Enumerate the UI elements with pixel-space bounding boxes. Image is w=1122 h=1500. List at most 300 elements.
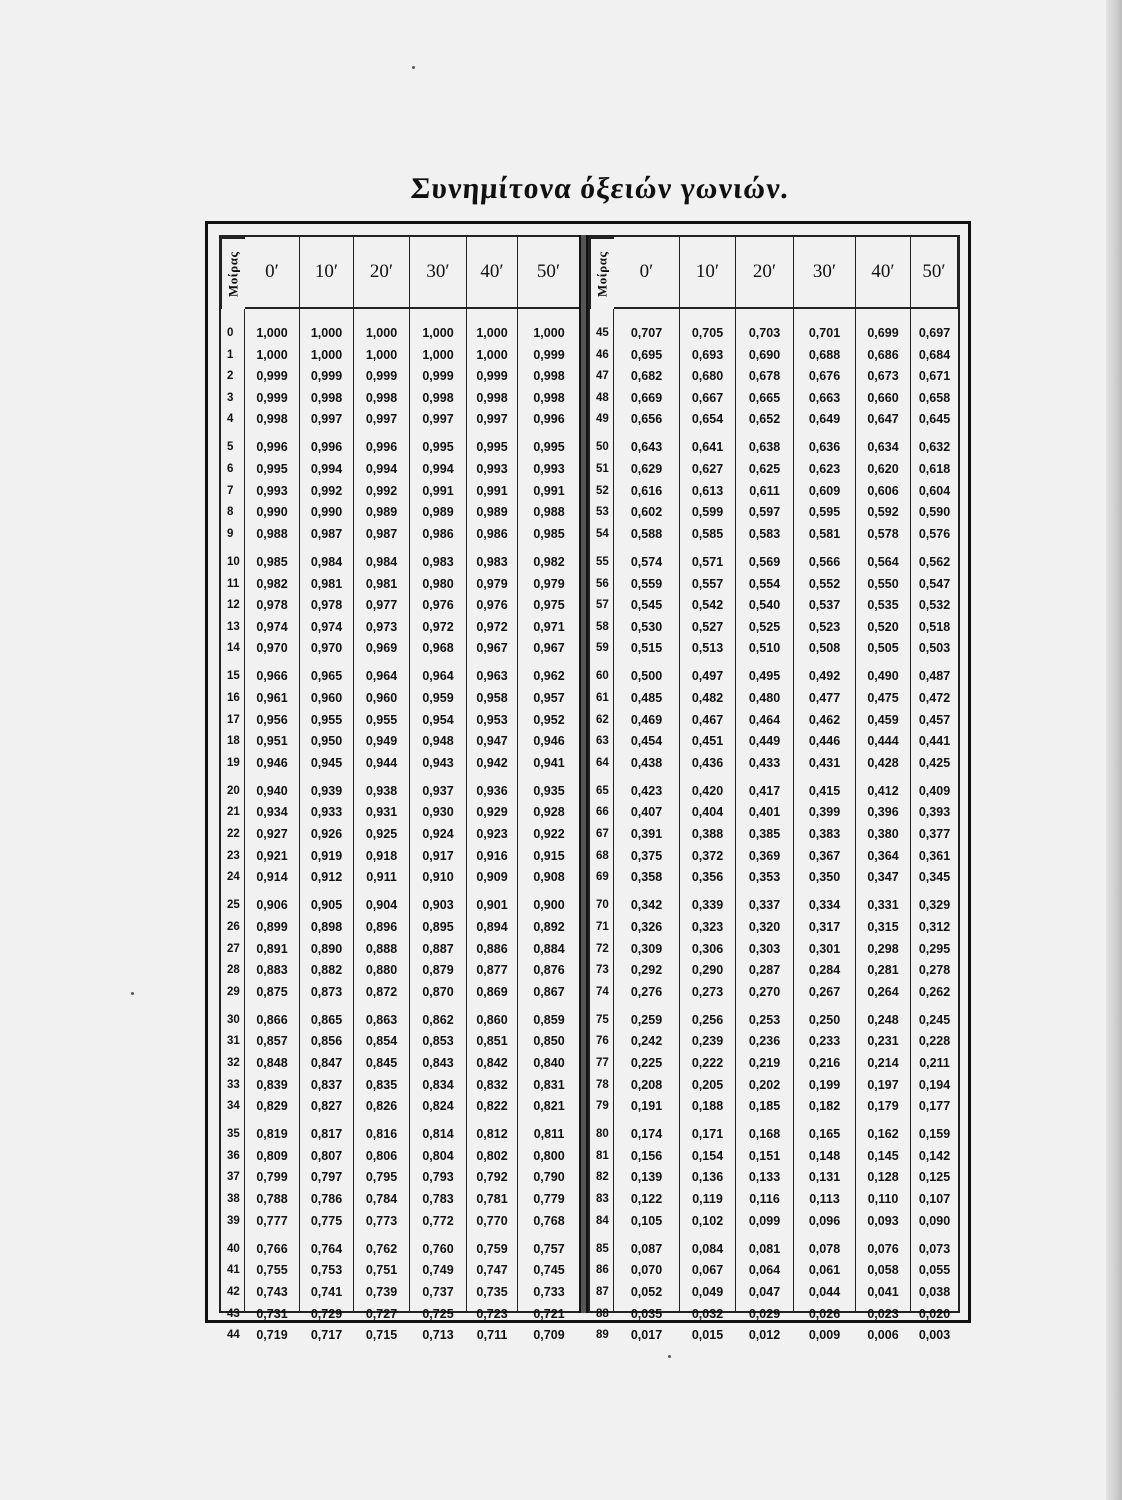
cosine-value-cell: 0,500 (630, 669, 663, 684)
center-divider (579, 235, 588, 1313)
cosine-value-cell: 0,070 (630, 1263, 663, 1278)
degree-cell: 20 (227, 784, 240, 797)
cosine-value-cell: 0,867 (533, 984, 565, 999)
cosine-value-cell: 0,535 (867, 598, 899, 613)
cosine-value-cell: 0,145 (867, 1148, 899, 1163)
cosine-value-cell: 0,228 (918, 1034, 951, 1049)
cosine-value-cell: 0,562 (918, 554, 951, 569)
cosine-value-cell: 0,970 (256, 641, 288, 656)
cosine-value-cell: 0,076 (867, 1241, 899, 1256)
cosine-value-cell: 0,273 (691, 984, 724, 999)
cosine-value-cell: 0,909 (476, 870, 508, 885)
cosine-value-cell: 0,242 (630, 1034, 663, 1049)
cosine-value-cell: 0,058 (867, 1263, 899, 1278)
cosine-value-cell: 0,038 (918, 1284, 951, 1299)
cosine-value-cell: 0,323 (691, 919, 724, 934)
speck (131, 992, 134, 995)
right-table (588, 235, 960, 1343)
cosine-value-cell: 0,996 (365, 440, 398, 455)
cosine-value-cell: 0,829 (256, 1099, 288, 1114)
cosine-value-cell: 0,372 (691, 848, 724, 863)
degree-cell: 12 (227, 599, 240, 612)
degree-cell: 16 (227, 692, 240, 704)
cosine-value-cell: 0,487 (918, 669, 951, 684)
minute-column (856, 309, 911, 1343)
cosine-value-cell: 0,194 (918, 1077, 951, 1092)
cosine-value-cell: 0,116 (749, 1192, 780, 1207)
cosine-value-cell: 0,003 (918, 1328, 951, 1343)
cosine-value-cell: 0,693 (691, 347, 724, 362)
cosine-value-cell: 0,999 (365, 369, 398, 384)
cosine-value-cell: 0,645 (918, 412, 951, 427)
cosine-value-cell: 0,462 (808, 712, 841, 727)
cosine-value-cell: 0,699 (867, 326, 899, 340)
cosine-value-cell: 0,475 (867, 691, 899, 705)
cosine-value-cell: 0,921 (256, 848, 288, 863)
cosine-value-cell: 0,122 (630, 1192, 663, 1207)
cosine-value-cell: 0,523 (808, 619, 841, 634)
cosine-value-cell: 0,914 (256, 870, 288, 885)
cosine-value-cell: 0,250 (808, 1012, 841, 1027)
cosine-value-cell: 0,759 (476, 1241, 508, 1256)
cosine-value-cell: 0,490 (867, 669, 899, 684)
minute-column (794, 309, 856, 1343)
cosine-value-cell: 0,259 (630, 1012, 663, 1027)
degree-cell: 58 (596, 620, 609, 633)
cosine-value-cell: 0,990 (256, 505, 288, 520)
cosine-value-cell: 0,177 (918, 1099, 951, 1114)
cosine-value-cell: 0,216 (808, 1056, 841, 1070)
cosine-value-cell: 0,978 (310, 598, 343, 613)
cosine-value-cell: 0,958 (476, 691, 508, 705)
cosine-value-cell: 0,515 (630, 641, 663, 656)
cosine-value-cell: 1,000 (256, 347, 288, 362)
cosine-value-cell: 0,943 (422, 755, 454, 770)
cosine-value-cell: 0,974 (256, 619, 288, 634)
cosine-value-cell: 0,320 (748, 919, 781, 934)
cosine-value-cell: 0,729 (310, 1306, 343, 1321)
cosine-value-cell: 0,807 (310, 1148, 343, 1163)
cosine-value-cell: 0,695 (630, 347, 663, 362)
degree-cell: 24 (227, 871, 240, 884)
cosine-value-cell: 0,006 (867, 1328, 899, 1343)
cosine-value-cell: 0,900 (533, 898, 565, 913)
cosine-value-cell: 0,049 (691, 1284, 724, 1299)
degree-cell: 37 (227, 1171, 240, 1184)
cosine-value-cell: 0,711 (476, 1328, 508, 1343)
cosine-value-cell: 0,869 (476, 984, 508, 999)
cosine-value-cell: 0,278 (918, 963, 951, 978)
cosine-value-cell: 0,428 (867, 755, 899, 770)
cosine-value-cell: 0,564 (867, 554, 899, 569)
cosine-value-cell: 0,119 (692, 1192, 723, 1207)
cosine-value-cell: 0,972 (422, 619, 454, 634)
cosine-value-cell: 0,837 (310, 1077, 343, 1092)
cosine-value-cell: 0,331 (867, 898, 899, 913)
cosine-value-cell: 0,799 (256, 1170, 288, 1185)
cosine-value-cell: 0,804 (422, 1148, 454, 1163)
cosine-value-cell: 0,906 (256, 898, 288, 913)
cosine-value-cell: 0,284 (808, 963, 841, 978)
cosine-value-cell: 0,975 (533, 598, 565, 613)
cosine-value-cell: 0,997 (365, 412, 398, 427)
cosine-value-cell: 0,660 (867, 390, 899, 405)
cosine-value-cell: 0,751 (365, 1263, 398, 1278)
cosine-value-cell: 0,980 (422, 576, 454, 591)
cosine-value-cell: 0,891 (256, 941, 288, 956)
cosine-value-cell: 0,197 (867, 1077, 899, 1092)
degree-cell: 28 (227, 964, 240, 977)
cosine-value-cell: 0,073 (918, 1241, 951, 1256)
left-table (219, 235, 582, 1343)
cosine-value-cell: 0,757 (533, 1241, 565, 1256)
degree-cell: 43 (227, 1307, 240, 1320)
cosine-value-cell: 0,329 (918, 898, 951, 913)
cosine-value-cell: 0,797 (310, 1170, 343, 1185)
cosine-value-cell: 0,061 (808, 1263, 841, 1278)
degree-cell: 15 (227, 670, 240, 683)
cosine-value-cell: 0,578 (867, 526, 899, 541)
cosine-value-cell: 0,102 (691, 1213, 724, 1228)
cosine-value-cell: 0,727 (365, 1306, 398, 1321)
degree-cell: 41 (227, 1264, 240, 1277)
degree-cell: 46 (596, 348, 609, 361)
cosine-value-cell: 0,981 (310, 576, 343, 591)
cosine-value-cell: 0,901 (476, 898, 508, 913)
cosine-value-cell: 0,454 (630, 734, 663, 749)
cosine-value-cell: 0,998 (365, 390, 398, 405)
cosine-value-cell: 0,009 (808, 1328, 841, 1343)
minute-header: 50′ (911, 237, 958, 309)
minute-header: 10′ (300, 237, 354, 309)
cosine-value-cell: 0,918 (365, 848, 398, 863)
cosine-value-cell: 0,407 (630, 805, 663, 820)
cosine-value-cell: 0,721 (533, 1306, 565, 1321)
cosine-value-cell: 0,779 (533, 1192, 565, 1207)
cosine-value-cell: 0,839 (256, 1077, 288, 1092)
cosine-value-cell: 0,179 (867, 1099, 899, 1114)
cosine-value-cell: 0,497 (691, 669, 724, 684)
degree-cell: 39 (227, 1214, 240, 1227)
degree-cell: 71 (596, 920, 609, 933)
degree-cell: 56 (596, 577, 609, 590)
cosine-value-cell: 0,941 (533, 755, 565, 770)
cosine-value-cell: 0,725 (422, 1306, 454, 1321)
degree-cell: 10 (227, 555, 240, 568)
degree-cell: 73 (596, 964, 609, 977)
cosine-value-cell: 0,396 (867, 805, 899, 820)
degree-cell: 72 (596, 942, 609, 955)
minute-header: 20′ (354, 237, 410, 309)
cosine-value-cell: 0,627 (691, 462, 724, 477)
cosine-value-cell: 0,840 (533, 1056, 565, 1070)
cosine-value-cell: 0,984 (365, 554, 398, 569)
cosine-value-cell: 0,916 (476, 848, 508, 863)
cosine-value-cell: 0,472 (918, 691, 951, 705)
degree-cell: 80 (596, 1128, 609, 1141)
cosine-value-cell: 0,775 (310, 1213, 343, 1228)
cosine-value-cell: 0,606 (867, 483, 899, 498)
cosine-value-cell: 0,214 (867, 1056, 899, 1070)
cosine-value-cell: 1,000 (476, 326, 508, 340)
cosine-value-cell: 0,342 (630, 898, 663, 913)
minute-header: 0′ (245, 237, 300, 309)
cosine-value-cell: 0,817 (310, 1127, 343, 1142)
cosine-value-cell: 0,854 (365, 1034, 398, 1049)
cosine-value-cell: 1,000 (365, 347, 398, 362)
cosine-value-cell: 0,927 (256, 827, 288, 842)
cosine-value-cell: 0,806 (365, 1148, 398, 1163)
cosine-value-cell: 0,658 (918, 390, 951, 405)
degree-cell: 9 (227, 527, 234, 540)
cosine-value-cell: 0,835 (365, 1077, 398, 1092)
cosine-value-cell: 0,595 (808, 505, 841, 520)
degree-cell: 5 (227, 441, 234, 454)
cosine-value-cell: 0,643 (630, 440, 663, 455)
cosine-value-cell: 0,826 (365, 1099, 398, 1114)
cosine-value-cell: 0,766 (256, 1241, 288, 1256)
cosine-value-cell: 0,967 (533, 641, 565, 656)
degree-cell: 47 (596, 370, 609, 383)
cosine-value-cell: 0,928 (533, 805, 565, 820)
degree-cell: 89 (596, 1329, 609, 1342)
cosine-value-cell: 0,347 (867, 870, 899, 885)
degree-cell: 64 (596, 756, 609, 769)
degree-cell: 68 (596, 849, 609, 862)
cosine-value-cell: 0,350 (808, 870, 841, 885)
cosine-value-cell: 0,676 (808, 369, 841, 384)
degree-cell: 65 (596, 784, 609, 797)
minute-header: 40′ (467, 237, 518, 309)
cosine-value-cell: 0,715 (365, 1328, 398, 1343)
cosine-value-cell: 0,436 (691, 755, 724, 770)
cosine-value-cell: 0,467 (691, 712, 724, 727)
cosine-value-cell: 0,380 (867, 827, 899, 842)
cosine-value-cell: 0,540 (748, 598, 781, 613)
degree-cell: 1 (227, 348, 234, 361)
degree-cell: 50 (596, 441, 609, 454)
cosine-value-cell: 0,417 (748, 783, 781, 798)
minute-header: 50′ (518, 237, 580, 309)
cosine-value-cell: 0,946 (533, 734, 565, 749)
cosine-value-cell: 0,816 (365, 1127, 398, 1142)
cosine-value-cell: 0,113 (809, 1192, 840, 1207)
cosine-value-cell: 0,527 (691, 619, 724, 634)
cosine-value-cell: 0,290 (691, 963, 724, 978)
cosine-value-cell: 0,872 (365, 984, 398, 999)
cosine-value-cell: 0,133 (748, 1170, 781, 1185)
cosine-value-cell: 0,991 (422, 483, 454, 498)
cosine-value-cell: 0,982 (533, 554, 565, 569)
cosine-value-cell: 0,819 (256, 1127, 288, 1142)
degree-cell: 51 (596, 463, 609, 476)
degree-cell: 27 (227, 942, 240, 955)
degree-cell: 79 (596, 1100, 609, 1113)
cosine-value-cell: 0,719 (256, 1328, 288, 1343)
cosine-value-cell: 0,866 (256, 1012, 288, 1027)
cosine-value-cell: 0,032 (691, 1306, 724, 1321)
cosine-value-cell: 0,012 (748, 1328, 781, 1343)
cosine-value-cell: 0,996 (256, 440, 288, 455)
cosine-value-cell: 0,099 (748, 1213, 781, 1228)
cosine-value-cell: 0,171 (691, 1127, 724, 1142)
degree-cell: 42 (227, 1285, 240, 1298)
degree-cell: 19 (227, 756, 240, 769)
cosine-value-cell: 0,399 (808, 805, 841, 820)
cosine-value-cell: 0,441 (918, 734, 951, 749)
cosine-value-cell: 0,503 (918, 641, 951, 656)
cosine-value-cell: 0,955 (365, 712, 398, 727)
cosine-value-cell: 0,420 (691, 783, 724, 798)
cosine-value-cell: 0,969 (365, 641, 398, 656)
cosine-value-cell: 0,772 (422, 1213, 454, 1228)
cosine-value-cell: 0,482 (691, 691, 724, 705)
cosine-value-cell: 0,908 (533, 870, 565, 885)
cosine-value-cell: 0,847 (310, 1056, 343, 1070)
speck (412, 66, 415, 69)
cosine-value-cell: 0,393 (918, 805, 951, 820)
cosine-value-cell: 0,276 (630, 984, 663, 999)
cosine-value-cell: 0,383 (808, 827, 841, 842)
degree-cell: 88 (596, 1307, 609, 1320)
cosine-value-cell: 0,256 (691, 1012, 724, 1027)
degree-cell: 85 (596, 1242, 609, 1255)
cosine-value-cell: 0,937 (422, 783, 454, 798)
cosine-value-cell: 0,824 (422, 1099, 454, 1114)
cosine-value-cell: 0,834 (422, 1077, 454, 1092)
cosine-value-cell: 0,905 (310, 898, 343, 913)
cosine-value-cell: 0,495 (748, 669, 781, 684)
cosine-value-cell: 0,202 (748, 1077, 781, 1092)
cosine-value-cell: 0,530 (630, 619, 663, 634)
cosine-value-cell: 0,910 (422, 870, 454, 885)
cosine-value-cell: 0,449 (748, 734, 781, 749)
cosine-value-cell: 0,673 (867, 369, 899, 384)
cosine-value-cell: 0,948 (422, 734, 454, 749)
degree-cell: 74 (596, 985, 609, 998)
cosine-value-cell: 0,955 (310, 712, 343, 727)
cosine-value-cell: 0,697 (918, 326, 951, 340)
cosine-value-cell: 0,809 (256, 1148, 288, 1163)
cosine-value-cell: 0,690 (748, 347, 781, 362)
cosine-value-cell: 0,425 (918, 755, 951, 770)
cosine-value-cell: 0,892 (533, 919, 565, 934)
cosine-value-cell: 0,464 (748, 712, 781, 727)
cosine-value-cell: 0,753 (310, 1263, 343, 1278)
cosine-value-cell: 0,525 (748, 619, 781, 634)
cosine-value-cell: 0,159 (918, 1127, 951, 1142)
cosine-value-cell: 0,205 (691, 1077, 724, 1092)
cosine-value-cell: 0,599 (691, 505, 724, 520)
cosine-value-cell: 0,743 (256, 1284, 288, 1299)
cosine-value-cell: 0,131 (808, 1170, 841, 1185)
cosine-value-cell: 0,542 (691, 598, 724, 613)
cosine-value-cell: 0,998 (476, 390, 508, 405)
degree-cell: 4 (227, 413, 234, 426)
cosine-value-cell: 0,174 (630, 1127, 663, 1142)
cosine-value-cell: 0,361 (918, 848, 951, 863)
cosine-value-cell: 0,926 (310, 827, 343, 842)
minute-column (300, 309, 354, 1343)
degree-cell: 21 (227, 806, 240, 819)
cosine-value-cell: 0,547 (918, 576, 951, 591)
degree-cell: 48 (596, 391, 609, 404)
degree-cell: 49 (596, 413, 609, 426)
cosine-value-cell: 0,613 (691, 483, 724, 498)
cosine-value-cell: 0,267 (808, 984, 841, 999)
cosine-value-cell: 0,993 (533, 462, 565, 477)
cosine-value-cell: 0,015 (691, 1328, 724, 1343)
cosine-value-cell: 0,701 (808, 326, 841, 340)
cosine-value-cell: 0,890 (310, 941, 343, 956)
cosine-value-cell: 0,569 (748, 554, 781, 569)
cosine-value-cell: 0,686 (867, 347, 899, 362)
degree-cell: 77 (596, 1057, 609, 1069)
cosine-value-cell: 0,618 (918, 462, 951, 477)
cosine-value-cell: 0,315 (867, 919, 899, 934)
cosine-value-cell: 0,105 (630, 1213, 663, 1228)
degree-cell: 59 (596, 642, 609, 655)
cosine-value-cell: 0,369 (748, 848, 781, 863)
cosine-value-cell: 0,211 (919, 1056, 950, 1070)
cosine-value-cell: 0,620 (867, 462, 899, 477)
cosine-value-cell: 0,831 (533, 1077, 565, 1092)
cosine-value-cell: 0,773 (365, 1213, 398, 1228)
cosine-value-cell: 0,064 (748, 1263, 781, 1278)
degree-cell: 83 (596, 1193, 609, 1206)
cosine-value-cell: 0,899 (256, 919, 288, 934)
cosine-value-cell: 0,081 (748, 1241, 781, 1256)
cosine-value-cell: 0,391 (630, 827, 663, 842)
cosine-value-cell: 0,979 (476, 576, 508, 591)
cosine-value-cell: 0,142 (918, 1148, 951, 1163)
minute-column (410, 309, 467, 1343)
degree-cell: 53 (596, 506, 609, 519)
cosine-value-cell: 0,306 (691, 941, 724, 956)
cosine-value-cell: 0,997 (422, 412, 454, 427)
cosine-value-cell: 0,992 (365, 483, 398, 498)
cosine-value-cell: 0,636 (808, 440, 841, 455)
cosine-value-cell: 0,919 (310, 848, 343, 863)
cosine-value-cell: 0,762 (365, 1241, 398, 1256)
cosine-value-cell: 0,887 (422, 941, 454, 956)
cosine-value-cell: 0,995 (256, 462, 288, 477)
degree-cell: 55 (596, 555, 609, 568)
cosine-value-cell: 0,770 (476, 1213, 508, 1228)
cosine-value-cell: 0,994 (422, 462, 454, 477)
cosine-value-cell: 0,044 (808, 1284, 841, 1299)
cosine-value-cell: 0,988 (256, 526, 288, 541)
cosine-value-cell: 0,786 (310, 1192, 343, 1207)
degree-cell: 35 (227, 1128, 240, 1141)
cosine-value-cell: 0,017 (630, 1328, 663, 1343)
cosine-value-cell: 0,554 (748, 576, 781, 591)
cosine-value-cell: 0,848 (256, 1056, 288, 1070)
cosine-value-cell: 0,667 (691, 390, 724, 405)
cosine-value-cell: 0,709 (533, 1328, 565, 1343)
cosine-value-cell: 0,317 (808, 919, 841, 934)
degree-cell: 45 (596, 327, 609, 339)
cosine-value-cell: 0,961 (256, 691, 288, 705)
cosine-value-cell: 0,334 (808, 898, 841, 913)
cosine-value-cell: 0,125 (918, 1170, 951, 1185)
speck (668, 1355, 671, 1358)
minute-column (680, 309, 736, 1343)
cosine-value-cell: 0,559 (630, 576, 663, 591)
cosine-value-cell: 0,998 (422, 390, 454, 405)
cosine-value-cell: 0,733 (533, 1284, 565, 1299)
minute-header: 10′ (680, 237, 736, 309)
